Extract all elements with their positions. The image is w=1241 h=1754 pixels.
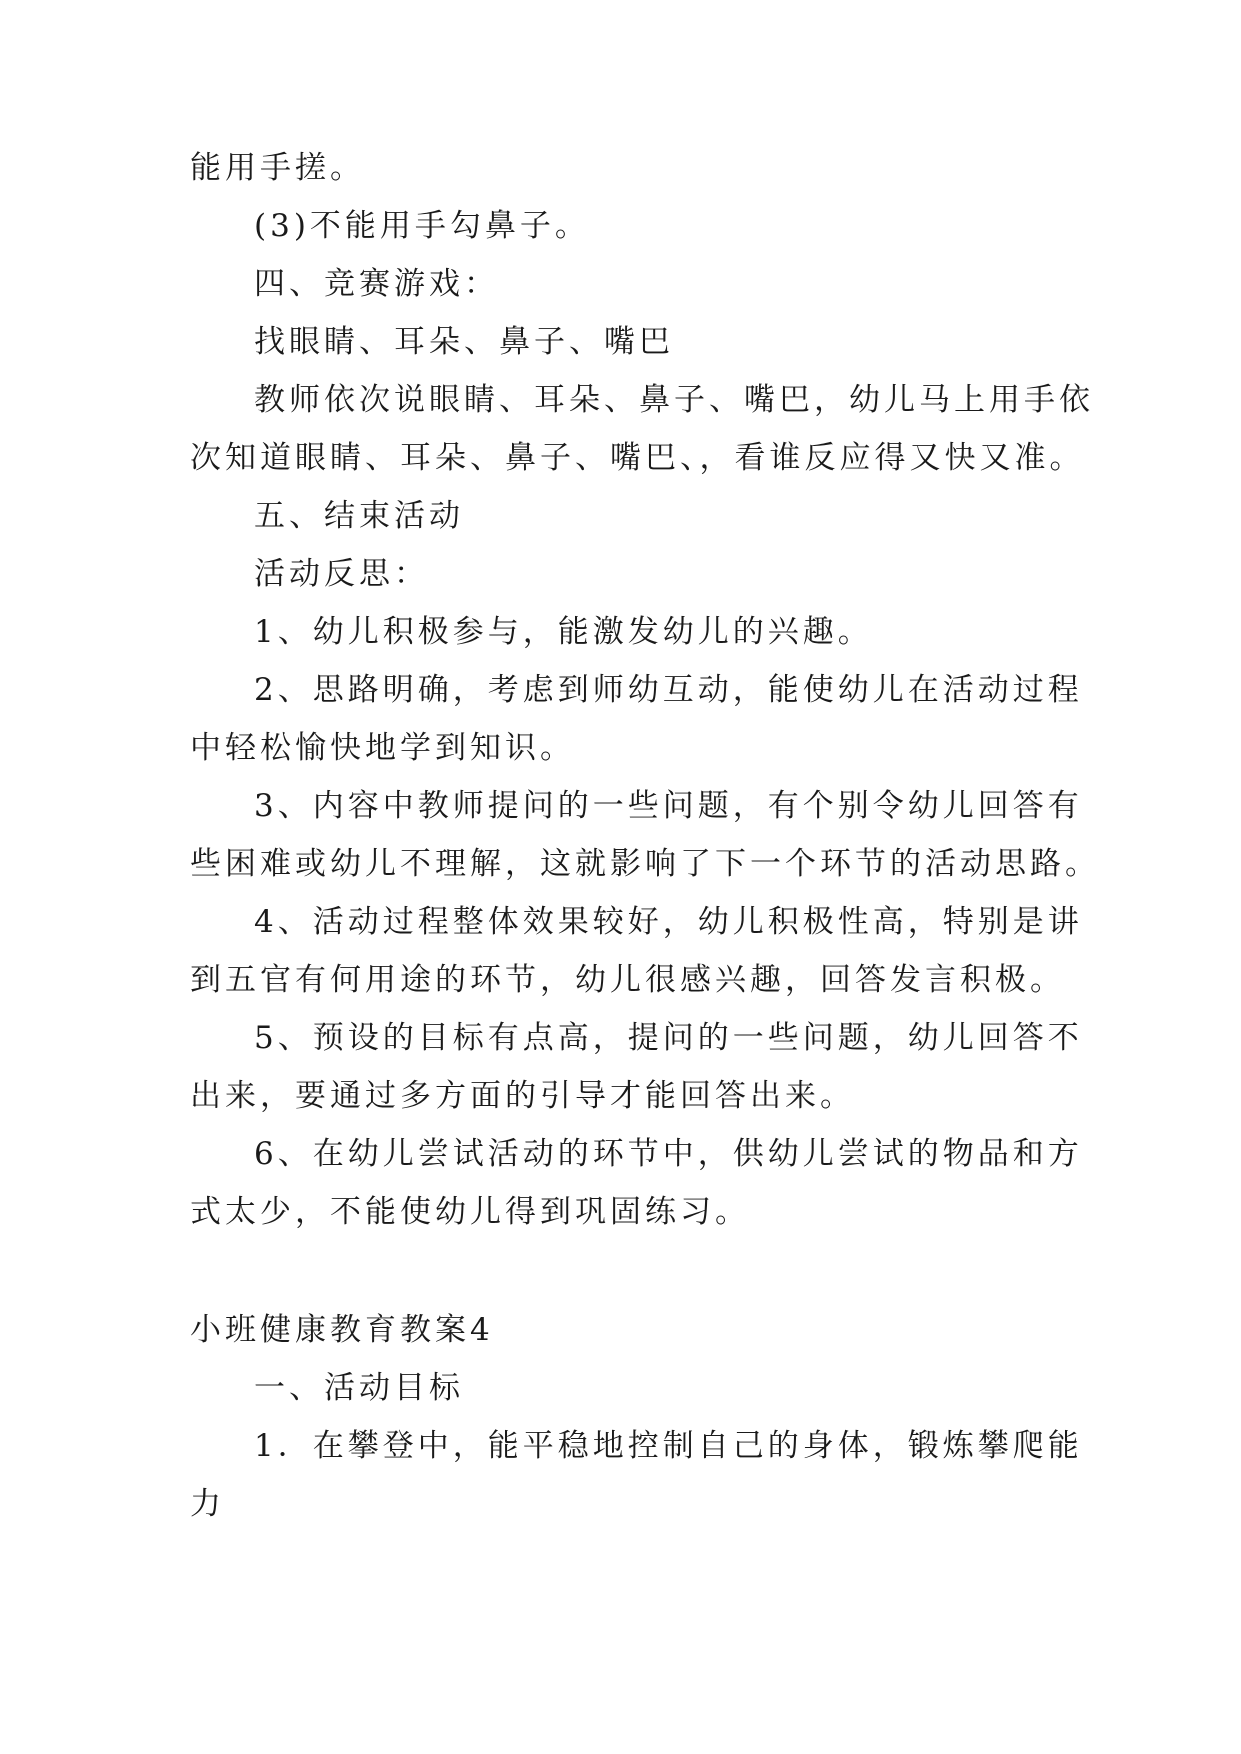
section-heading: 一、活动目标 — [254, 1370, 464, 1406]
list-item: 5、预设的目标有点高，提问的一些问题，幼儿回答不 — [254, 1020, 1083, 1056]
section-heading: 活动反思： — [254, 556, 429, 592]
text-line: 出来，要通过多方面的引导才能回答出来。 — [190, 1078, 855, 1114]
list-item: 1、幼儿积极参与，能激发幼儿的兴趣。 — [254, 614, 873, 650]
list-item: 2、思路明确，考虑到师幼互动，能使幼儿在活动过程 — [254, 672, 1083, 708]
text-line: 次知道眼睛、耳朵、鼻子、嘴巴、，看谁反应得又快又准。 — [190, 440, 1085, 476]
section-heading: 四、竞赛游戏： — [254, 266, 499, 302]
text-line: (3)不能用手勾鼻子。 — [254, 208, 590, 244]
list-item: 4、活动过程整体效果较好，幼儿积极性高，特别是讲 — [254, 904, 1083, 940]
text-line: 式太少，不能使幼儿得到巩固练习。 — [190, 1194, 750, 1230]
text-line: 些困难或幼儿不理解，这就影响了下一个环节的活动思路。 — [190, 846, 1100, 882]
text-line: 能用手搓。 — [190, 150, 365, 186]
list-item: 1．在攀登中，能平稳地控制自己的身体，锻炼攀爬能 — [254, 1428, 1083, 1464]
text-line: 教师依次说眼睛、耳朵、鼻子、嘴巴，幼儿马上用手依 — [254, 382, 1094, 418]
text-line: 到五官有何用途的环节，幼儿很感兴趣，回答发言积极。 — [190, 962, 1065, 998]
text-line: 找眼睛、耳朵、鼻子、嘴巴 — [254, 324, 674, 360]
section-heading: 五、结束活动 — [254, 498, 464, 534]
document-title: 小班健康教育教案4 — [190, 1312, 494, 1348]
list-item: 6、在幼儿尝试活动的环节中，供幼儿尝试的物品和方 — [254, 1136, 1083, 1172]
list-item: 3、内容中教师提问的一些问题，有个别令幼儿回答有 — [254, 788, 1083, 824]
text-line: 力 — [190, 1486, 225, 1522]
text-line: 中轻松愉快地学到知识。 — [190, 730, 575, 766]
